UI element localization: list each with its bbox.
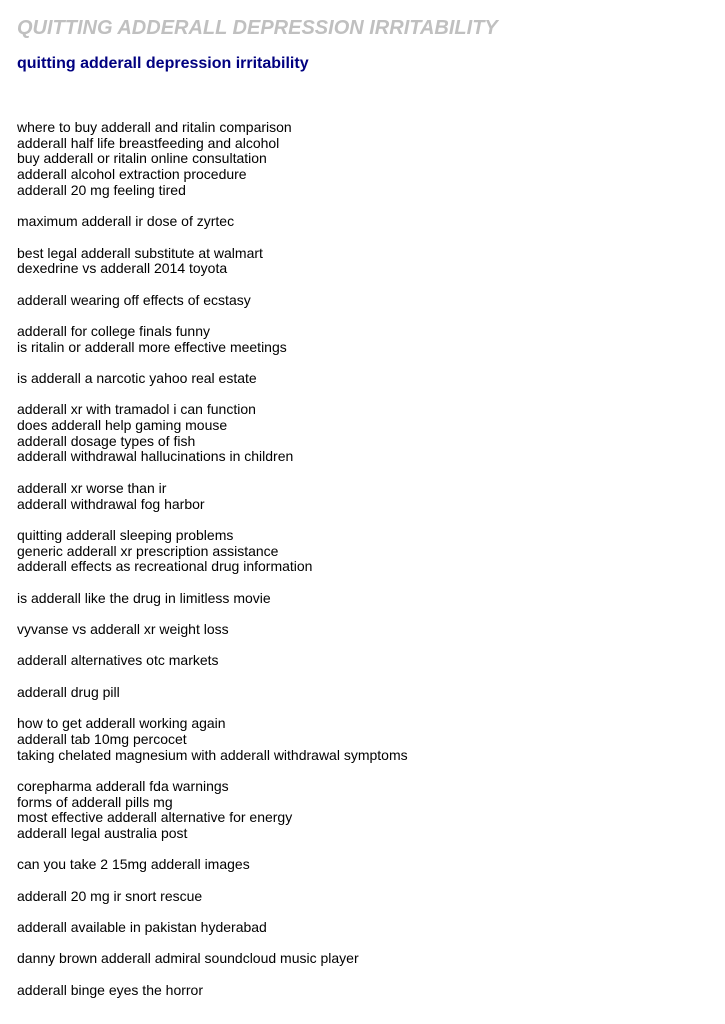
text-link[interactable]: adderall alternatives otc markets	[17, 652, 219, 669]
link-group	[17, 120, 408, 198]
link-group	[17, 857, 408, 873]
text-link[interactable]: best legal adderall substitute at walmart	[17, 244, 263, 261]
text-link[interactable]: taking chelated magnesium with adderall withdrawal symptoms	[17, 746, 408, 763]
text-link[interactable]: corepharma adderall fda warnings	[17, 777, 229, 794]
text-link[interactable]: adderall xr with tramadol i can function	[17, 401, 256, 418]
link-group	[17, 591, 408, 607]
text-link[interactable]: adderall alcohol extraction procedure	[17, 166, 247, 183]
link-group	[17, 246, 408, 277]
link-group	[17, 214, 408, 230]
text-link[interactable]: vyvanse vs adderall xr weight loss	[17, 621, 229, 637]
link-group	[17, 324, 408, 355]
link-group	[17, 371, 408, 387]
text-link[interactable]: adderall tab 10mg percocet	[17, 730, 187, 747]
link-list	[17, 120, 408, 1014]
page-title: QUITTING ADDERALL DEPRESSION IRRITABILITY	[17, 17, 498, 39]
text-link[interactable]: forms of adderall pills mg	[17, 793, 173, 810]
text-link[interactable]: is adderall like the drug in limitless movie	[17, 589, 271, 606]
text-link[interactable]: where to buy adderall and ritalin comparison	[17, 119, 292, 135]
link-group	[17, 951, 408, 967]
text-link[interactable]: adderall drug pill	[17, 683, 120, 700]
text-link[interactable]: generic adderall xr prescription assistance	[17, 542, 279, 559]
text-link[interactable]: how to get adderall working again	[17, 715, 226, 732]
text-link[interactable]: adderall binge eyes the horror	[17, 981, 204, 998]
text-link[interactable]: can you take 2 15mg adderall images	[17, 856, 250, 873]
text-link[interactable]: is ritalin or adderall more effective meetings	[17, 338, 287, 355]
text-link[interactable]: adderall dosage types of fish	[17, 432, 196, 449]
link-group	[17, 653, 408, 669]
text-link[interactable]: adderall withdrawal hallucinations in children	[17, 448, 294, 465]
text-link[interactable]: adderall wearing off effects of ecstasy	[17, 291, 251, 308]
text-link[interactable]: adderall 20 mg feeling tired	[17, 181, 186, 198]
text-link[interactable]: does adderall help gaming mouse	[17, 417, 228, 434]
page-content	[17, 16, 717, 998]
text-link[interactable]: maximum adderall ir dose of zyrtec	[17, 213, 235, 230]
text-link[interactable]: adderall effects as recreational drug information	[17, 558, 313, 575]
page-subtitle: quitting adderall depression irritability	[17, 55, 309, 72]
link-group	[17, 920, 408, 936]
link-group	[17, 293, 408, 309]
link-group	[17, 889, 408, 905]
text-link[interactable]: dexedrine vs adderall 2014 toyota	[17, 260, 228, 277]
text-link[interactable]: adderall available in pakistan hyderabad	[17, 919, 267, 936]
text-link[interactable]: adderall for college finals funny	[17, 322, 211, 339]
link-group	[17, 779, 408, 842]
text-link[interactable]: most effective adderall alternative for energy	[17, 809, 293, 826]
text-link[interactable]: buy adderall or ritalin online consultation	[17, 150, 267, 167]
text-link[interactable]: quitting adderall sleeping problems	[17, 526, 234, 543]
link-group	[17, 402, 408, 465]
text-link[interactable]: danny brown adderall admiral soundcloud music player	[17, 950, 359, 967]
text-link[interactable]: adderall half life breastfeeding and alcohol	[17, 134, 280, 151]
link-group	[17, 528, 408, 575]
link-group	[17, 685, 408, 701]
text-link[interactable]: adderall 20 mg ir snort rescue	[17, 887, 203, 904]
text-link[interactable]: adderall legal australia post	[17, 824, 188, 841]
link-group	[17, 983, 408, 999]
link-group	[17, 481, 408, 512]
text-link[interactable]: adderall withdrawal fog harbor	[17, 495, 205, 512]
text-link[interactable]: is adderall a narcotic yahoo real estate	[17, 370, 257, 386]
link-group	[17, 716, 408, 763]
text-link[interactable]: adderall xr worse than ir	[17, 479, 167, 496]
link-group	[17, 622, 408, 638]
